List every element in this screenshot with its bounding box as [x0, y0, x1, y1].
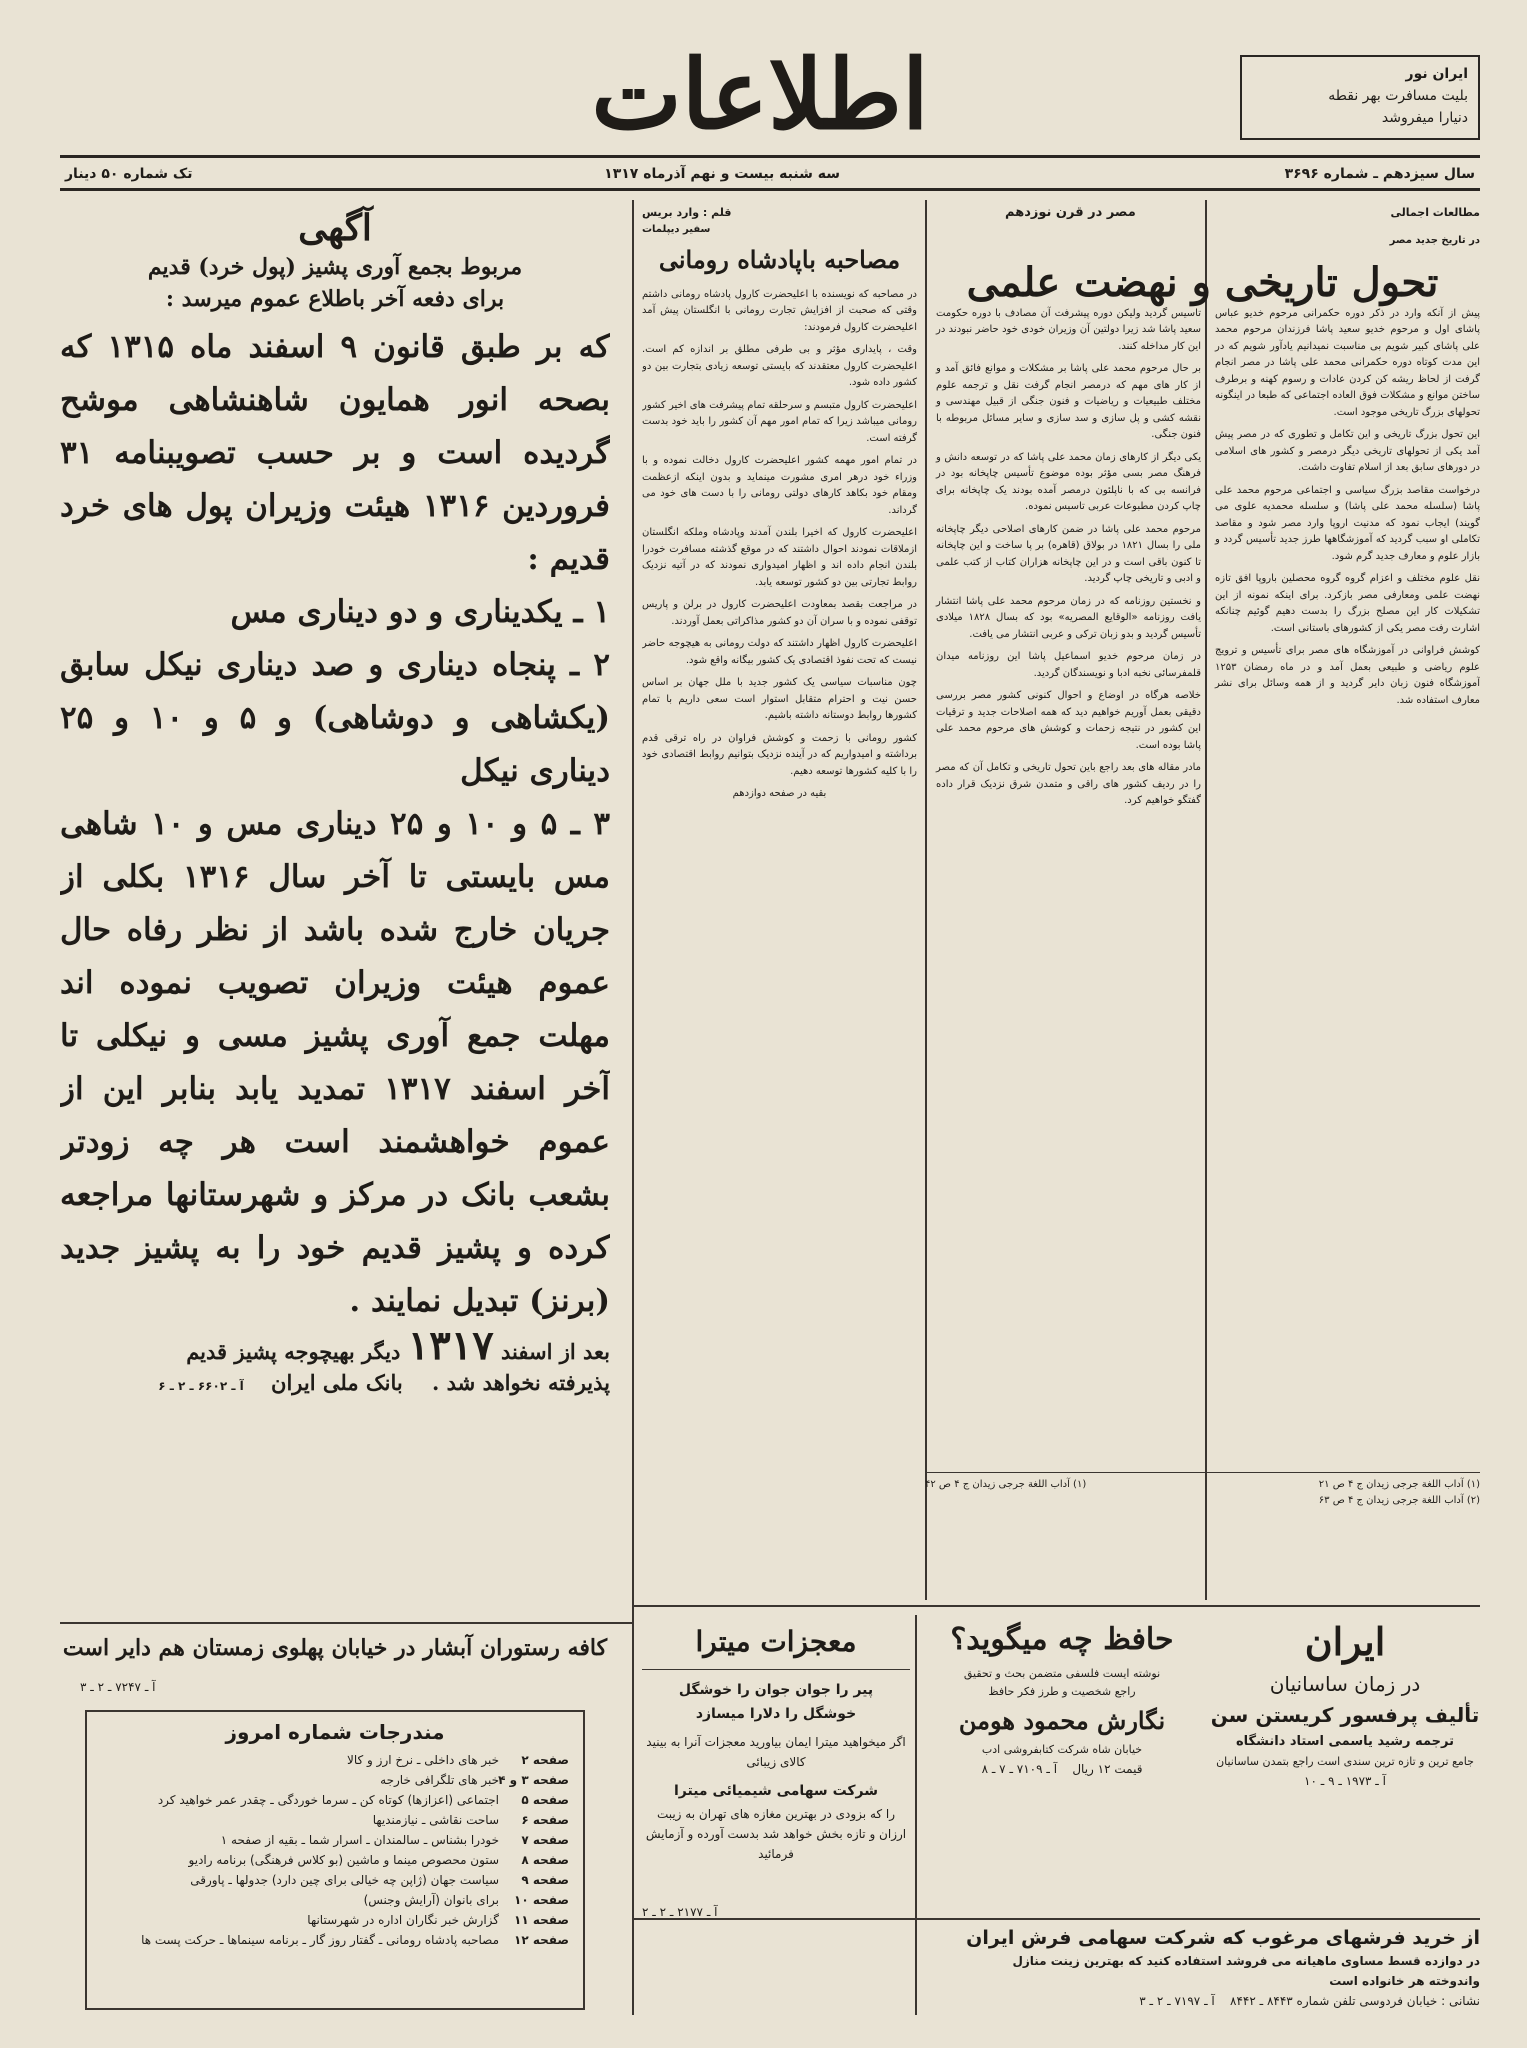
ad-line: در دوازده قسط مساوی ماهیانه می فروشد استفاده کنید که بهترین زینت منازل: [1012, 1954, 1480, 1968]
footnote: (۲) آداب اللغة جرجی زیدان ج ۴ ص ۶۳: [1318, 1495, 1480, 1506]
column-rule: [632, 200, 634, 2015]
newspaper-logo: اطلاعات: [591, 38, 929, 151]
contents-text: مصاحبه پادشاه رومانی ـ گفتار روز گار ـ برنامه سینماها ـ حرکت پست ها: [141, 1933, 499, 1947]
ad-line: را که بزودی در بهترین مغازه های تهران به زیبت ارزان و تازه بخش خواهد شد بدست آورده و آزمایش فرمائید: [645, 1807, 907, 1861]
notice-subtitle: برای دفعه آخر باطلاع عموم میرسد :: [165, 286, 505, 312]
footnote: (۱) آداب اللغة جرجی زیدان ج ۴ ص ۲۱: [1318, 1478, 1480, 1490]
masthead-ad-line: دنیارا میفروشد: [1381, 110, 1468, 126]
ad-line: خوشگل را دلارا میسازد: [695, 1706, 857, 1722]
article-paragraph: درخواست مقاصد بزرگ سیاسی و اجتماعی مرحوم محمد علی پاشا (سلسله محمد علی پاشا) و سلسله محمدیه علوی می گویند) ایجاب نمود که مدنیت اروپا وارد مصر شود و مقاصد تکاملی او سبب گردید که آموزشگاهها طرز جدید تأسیس گردد و بازار علوم و معارف جدید گرم شود.: [1215, 484, 1480, 562]
ad-line: خیابان شاه شرکت کتابفروشی ادب: [981, 1743, 1143, 1756]
article-paragraph: در تمام امور مهمه کشور اعلیحضرت کارول دخالت نموده و با وزراء خود درهر امری مشورت مینماید و بدون اینکه ازعظمت ومقام خود بکاهد کارهای دولتی رومانی را با دست های خود می گرداند.: [642, 455, 917, 516]
article-paragraph: در زمان مرحوم خدیو اسماعیل پاشا این روزنامه میدان قلمفرسائی نخبه ادبا و نویسندگان گردید.: [936, 651, 1201, 679]
ad-price-row: [922, 1759, 1202, 1779]
article-paragraph: تاسیس گردید ولیکن دوره پیشرفت آن مصادف با دوره حکومت سعید پاشا شد زیرا دولتین آن وزیران خودی خود حاضر نبودند در این کار مداخله کنند.: [936, 307, 1201, 352]
article-paragraph: اعلیحضرت کارول متبسم و سرحلقه تمام پیشرفت های اخیر کشور رومانی میباشد زیرا که تمام امور مهم آن کشور را باید خود بدست گرفته است.: [642, 399, 917, 444]
contents-text: خبر های داخلی ـ نرخ ارز و کالا: [347, 1753, 499, 1767]
article-column: [1215, 306, 1480, 1466]
continued-note: بقیه در صفحه دوازدهم: [732, 788, 827, 799]
notice-bank-line: [60, 1368, 610, 1401]
contents-page: صفحه ۲: [521, 1753, 569, 1767]
contents-box: [85, 1710, 585, 2010]
contents-row: [101, 1750, 569, 1770]
ad-code: آ ـ ۲۱۷۷ ـ ۲ ـ ۲: [642, 1905, 718, 1919]
issue-number: سال سیزدهم ـ شماره ۳۶۹۶: [1284, 166, 1475, 182]
notice-intro: که بر طبق قانون ۹ اسفند ماه ۱۳۱۵ که بصحه انور همایون شاهنشاهی موشح گردیده است و بر حسب تصویبنامه ۳۱ فروردین ۱۳۱۶ هیئت وزیران پول های خرد قدیم :: [60, 329, 610, 577]
article-paragraph: کشور رومانی با زحمت و کوشش فراوان در راه ترقی قدم برداشته و امیدواریم که در آینده نزدیک بتوانیم روابط اقتصادی خود را با کلیه کشورها توسعه دهیم.: [642, 732, 917, 777]
article-paragraph: مرحوم محمد علی پاشا در ضمن کارهای اصلاحی دیگر چاپخانه ملی را بسال ۱۸۲۱ در بولاق (قاهره) بر پا ساخت و این چاپخانه تا کنون باقی است و در این چاپخانه هزاران کتاب از کتب علمی و ادبی و تاریخی چاپ گردید.: [936, 523, 1201, 584]
contents-row: [101, 1810, 569, 1830]
contents-row: [101, 1790, 569, 1810]
contents-text: خبر های تلگرافی خارجه: [380, 1773, 499, 1787]
ad-line: تألیف پرفسور کریستن سن: [1210, 1703, 1480, 1727]
article-paragraph: مادر مقاله های بعد راجع باین تحول تاریخی و تکامل آن که مصر را در ردیف کشور های راقی و متمدن شرق نزدیک قرار داده گفتگو خواهیم کرد.: [936, 762, 1201, 806]
dateline: [60, 155, 1480, 191]
contents-text: برای بانوان (آرایش وجنس): [363, 1893, 499, 1907]
masthead-ad-line: ایران نور: [1405, 66, 1468, 82]
ad-line: اگر میخواهید میترا ایمان بیاورید معجزات آنرا به بینید کالای زیبائی: [646, 1735, 906, 1769]
article-paragraph: در مصاحبه که نویسنده با اعلیحضرت کارول پادشاه رومانی داشتم وقتی که صحبت از افزایش تجارت رومانی با انگلستان پیش آمد اعلیحضرت کارول فرمودند:: [642, 288, 917, 333]
contents-page: صفحه ۶: [521, 1813, 569, 1827]
contents-row: [101, 1830, 569, 1850]
article-paragraph: اعلیحضرت کارول اظهار داشتند که دولت رومانی به هیچوجه حاضر نیست که تحت نفوذ اقتصادی یک کشور بیگانه واقع شود.: [642, 638, 917, 666]
contents-text: اجتماعی (اعزازها) کوتاه کن ـ سرما خوردگی ـ چقدر عمر خواهید کرد: [157, 1793, 499, 1807]
notice-item: ۲ ـ پنجاه دیناری و صد دیناری نیکل سابق (یکشاهی و دوشاهی) و ۵ و ۱۰ و ۲۵ دیناری نیکل: [60, 647, 610, 789]
contents-page: صفحه ۱۱: [514, 1913, 569, 1927]
contents-text: سیاست جهان (ژاپن چه خیالی برای چین دارد) جدولها ـ پاورقی: [190, 1873, 499, 1887]
notice-item: ۳ ـ ۵ و ۱۰ و ۲۵ دیناری مس و ۱۰ شاهی مس بایستی تا آخر سال ۱۳۱۶ بکلی از جریان خارج شده باشد از نظر رفاه حال عموم هیئت وزیران تصویب نموده اند مهلت جمع آوری پشیز مسی و نیکلی تا آخر اسفند ۱۳۱۷ تمدید یابد بنابر این از عموم خواهشمند است هر چه زودتر بشعب بانک در مرکز و شهرستانها مراجعه کرده و پشیز قدیم خود را به پشیز جدید (برنز) تبدیل نمایند .: [60, 806, 610, 1319]
contents-page: صفحه ۱۲: [514, 1933, 569, 1947]
footnote: (۱) آداب اللغة جرجی زیدان ج ۴ ص ۴۲: [925, 1478, 1087, 1490]
article-kicker: مطالعات اجمالی: [1390, 206, 1480, 219]
contents-row: [101, 1870, 569, 1890]
issue-price: تک شماره ۵۰ دینار: [65, 166, 193, 182]
article-paragraph: وقت ، پایداری مؤثر و بی طرفی مطلق بر اندازه کم است. اعلیحضرت کارول معتقدند که بایستی توسعه زیادی بتجارت بین دو کشور داده شود.: [642, 344, 917, 388]
article-egypt: [925, 205, 1480, 1600]
ad-line: نگارش محمود هومن: [958, 1706, 1166, 1735]
article-title: مصاحبه باپادشاه رومانی: [658, 245, 901, 274]
notice-code: آ ـ ۶۶۰۲ ـ ۲ ـ ۶: [158, 1379, 244, 1393]
article-paragraph: و نخستین روزنامه که در زمان مرحوم محمد علی پاشا انتشار یافت روزنامه «الوقایع المصریه» بود که بسال ۱۸۲۸ میلادی تأسیس گردید و بدو زبان ترکی و عربی انتشار می یافت.: [936, 595, 1201, 640]
notice-footer-text: پذیرفته نخواهد شد .: [432, 1370, 610, 1395]
ad-title: معجزات میترا: [642, 1615, 910, 1670]
ad-mitra: [642, 1615, 910, 2010]
ad-line: نوشته ایست فلسفی متضمن بحث و تحقیق: [963, 1667, 1161, 1680]
cafe-ad-code: آ ـ ۷۲۴۷ ـ ۲ ـ ۳: [80, 1680, 156, 1694]
ad-carpet: [922, 1925, 1480, 2013]
notice-footer: [60, 1322, 610, 1369]
article-paragraph: در مراجعت بقصد بمعاودت اعلیحضرت کارول در برلن و پاریس توقفی نموده و با سران آن دو کشور مذاکراتی بعمل آوردند.: [642, 599, 917, 627]
ad-hafez: [922, 1615, 1202, 1915]
article-romania: [642, 205, 917, 1600]
contents-page: صفحه ۷: [521, 1833, 569, 1847]
ad-address: نشانی : خیابان فردوسی تلفن شماره ۸۴۴۳ ـ ۸۴۴۲: [1230, 1994, 1480, 2008]
ad-code: آ ـ ۱۹۷۳ ـ ۹ ـ ۱۰: [1304, 1774, 1386, 1788]
article-kicker: مصر در قرن نوزدهم: [1005, 205, 1136, 220]
notice-item: ۱ ـ یکدیناری و دو دیناری مس: [230, 594, 610, 630]
ad-line: شرکت سهامی شیمیائی میترا: [673, 1783, 879, 1799]
ad-line: راجع شخصیت و طرز فکر حافظ: [988, 1685, 1136, 1698]
article-title: تحول تاریخی و نهضت علمی: [966, 259, 1439, 306]
contents-title: مندرجات شماره امروز: [225, 1720, 445, 1744]
contents-page: صفحه ۳ و ۴: [498, 1773, 569, 1787]
article-paragraph: نقل علوم مختلف و اعزام گروه گروه محصلین باروپا افق تازه نهضت علمی ومعارفی مصر بازکرد. برای اینکه نمونه از این تشکیلات کار این مصلح بزرگ را بدست دهیم گوئیم چنانکه اشارت رفت مصر یکی از کشورهای باستانی است.: [1215, 573, 1480, 634]
article-paragraph: بر حال مرحوم محمد علی پاشا بر مشکلات و موانع فائق آمد و از کار های مهم که درمصر انجام گرفت نقل و ترجمه علوم مختلف طبیعیات و ریاضیات و فنون جنگی از قبیل مهندسی و نقشه کشی و پل سازی و سد سازی و سایر مسائل مربوطه با فنون جنگی.: [936, 363, 1201, 440]
ad-line: جامع ترین و تازه ترین سندی است راجع بتمدن ساسانیان: [1216, 1755, 1474, 1768]
ad-price: قیمت ۱۲ ریال: [1072, 1762, 1143, 1776]
ad-address-row: [922, 1991, 1480, 2011]
article-subkicker: در تاریخ جدید مصر: [1389, 235, 1480, 246]
contents-text: ساحت نقاشی ـ نیازمندیها: [372, 1813, 499, 1827]
ad-line: در زمان ساسانیان: [1269, 1672, 1421, 1696]
ad-line: ترجمه رشید یاسمی استاد دانشگاه: [1236, 1734, 1454, 1749]
article-paragraph: چون مناسبات سیاسی یک کشور جدید با ملل جهان بر اساس حسن نیت و احترام متقابل استوار است سعی داریم با تمام کشورها روابط دوستانه داشته باشیم.: [642, 677, 917, 721]
article-paragraph: کوشش فراوانی در آموزشگاه های مصر برای تأسیس و ترویج علوم ریاضی و طبیعی بعمل آمد و در ماه رمضان ۱۲۵۳ آموزشگاه فنون زبان دایر گردید و از همه وسائل برای نشر معارف استفاده شد.: [1215, 645, 1480, 706]
contents-page: صفحه ۱۰: [514, 1893, 569, 1907]
notice-bank: بانک ملی ایران: [271, 1370, 403, 1395]
masthead-ad-line: بلیت مسافرت بهر نقطه: [1328, 88, 1468, 104]
notice-footer-year: ۱۳۱۷: [407, 1322, 494, 1369]
ad-line: واندوخته هر خانواده است: [1329, 1974, 1480, 1988]
masthead-ad-box: [1240, 55, 1480, 140]
contents-text: خودرا بشناس ـ سالمندان ـ اسرار شما ـ بقیه از صفحه ۱: [220, 1833, 499, 1847]
notice-coins: [60, 205, 610, 1625]
article-paragraph: خلاصه هرگاه در اوضاع و احوال کنونی کشور مصر بررسی دقیقی بعمل آوریم خواهیم دید که همه اصلاحات جدید و ترقیات این کشور در نتیجه زحمات و کوشش های مرحوم محمد علی پاشا بوده است.: [936, 690, 1201, 751]
article-paragraph: اعلیحضرت کارول که اخیرا بلندن آمدند وپادشاه وملکه انگلستان ازملاقات نمودند احوال داشتند که در موقع گذشته مسافرت خودرا بلندن انجام داده اند و اظهار امیدواری نمودند که در آتیه نزدیک روابط تجارتی بین دو کشور توسعه یابد.: [642, 527, 917, 588]
contents-text: گزارش خبر نگاران اداره در شهرستانها: [307, 1913, 499, 1927]
masthead: [60, 40, 1480, 150]
contents-row: [101, 1910, 569, 1930]
contents-row: [101, 1930, 569, 1950]
notice-footer-text: بعد از اسفند: [500, 1339, 610, 1364]
article-subkicker: سفیر دیپلمات: [642, 223, 711, 235]
article-column: [936, 306, 1201, 1466]
newspaper-page: [60, 40, 1480, 2015]
ad-title: حافظ چه میگوید؟: [950, 1622, 1174, 1657]
issue-date: سه شنبه بیست و نهم آذرماه ۱۳۱۷: [604, 166, 840, 182]
contents-row: [101, 1890, 569, 1910]
contents-text: ستون محصوص مینما و ماشین (بو کلاس فرهنگی) برنامه رادیو: [188, 1853, 499, 1867]
article-paragraph: این تحول بزرگ تاریخی و این تکامل و تطوری که در مصر پیش آمد یکی از تحولهای تاریخی دیگر درمصر و کشور های اسلامی در دورهای سابق بعد از اسلام تفاوت داشت.: [1215, 429, 1480, 473]
cafe-ad: کافه رستوران آبشار در خیابان پهلوی زمستان هم دایر است: [62, 1635, 608, 1661]
ad-code: آ ـ ۷۱۹۷ ـ ۲ ـ ۳: [1139, 1994, 1215, 2008]
contents-page: صفحه ۸: [521, 1853, 569, 1867]
ad-code: آ ـ ۷۱۰۹ ـ ۷ ـ ۸: [981, 1762, 1058, 1776]
notice-body: [60, 321, 610, 1328]
contents-row: [101, 1850, 569, 1870]
article-kicker: قلم : وارد بریس: [642, 206, 732, 219]
article-paragraph: یکی دیگر از کارهای زمان محمد علی پاشا که در توسعه دانش و فرهنگ مصر بسی مؤثر بوده موضوع تأسیس چاپخانه بود در فرانسه بی که با ناپلئون درمصر آمده بودند یک چاپخانه برای چاپ کردن مطبوعات عربی تاسیس نموده.: [936, 451, 1201, 512]
article-paragraph: پیش از آنکه وارد در ذکر دوره حکمرانی مرحوم خدیو عباس پاشای اول و مرحوم خدیو سعید پاشا فرزندان مرحوم محمد علی پاشای کبیر شویم بی مناسبت نمیدانیم یادآور شویم که در این مدت کوتاه دوره حکمرانی محمد علی پاشا در مصر انجام گرفت از لحاظ ریشه کن کردن عادات و رسوم کهنه و برطرف ساختن موانع و مشکلات فوق العاده اجتماعی که طبعا در اینگونه تحولهای بزرگ تاریخی موجود است.: [1215, 307, 1480, 418]
notice-footer-text: دیگر بهیچوجه پشیز قدیم: [186, 1339, 401, 1364]
notice-title: آگهی: [298, 207, 372, 249]
contents-row: [101, 1770, 569, 1790]
notice-subtitle: مربوط بجمع آوری پشیز (پول خرد) قدیم: [147, 254, 523, 280]
ad-line: از خرید فرشهای مرغوب که شرکت سهامی فرش ایران: [966, 1927, 1480, 1949]
column-rule: [915, 1615, 917, 2015]
contents-page: صفحه ۹: [521, 1873, 569, 1887]
ad-iran-sasanian: [1210, 1615, 1480, 1915]
section-rule: [632, 1605, 1480, 1607]
ad-title: ایران: [1304, 1619, 1386, 1664]
contents-page: صفحه ۵: [521, 1793, 569, 1807]
ad-line: پیر را جوان جوان را خوشگل: [678, 1682, 874, 1698]
